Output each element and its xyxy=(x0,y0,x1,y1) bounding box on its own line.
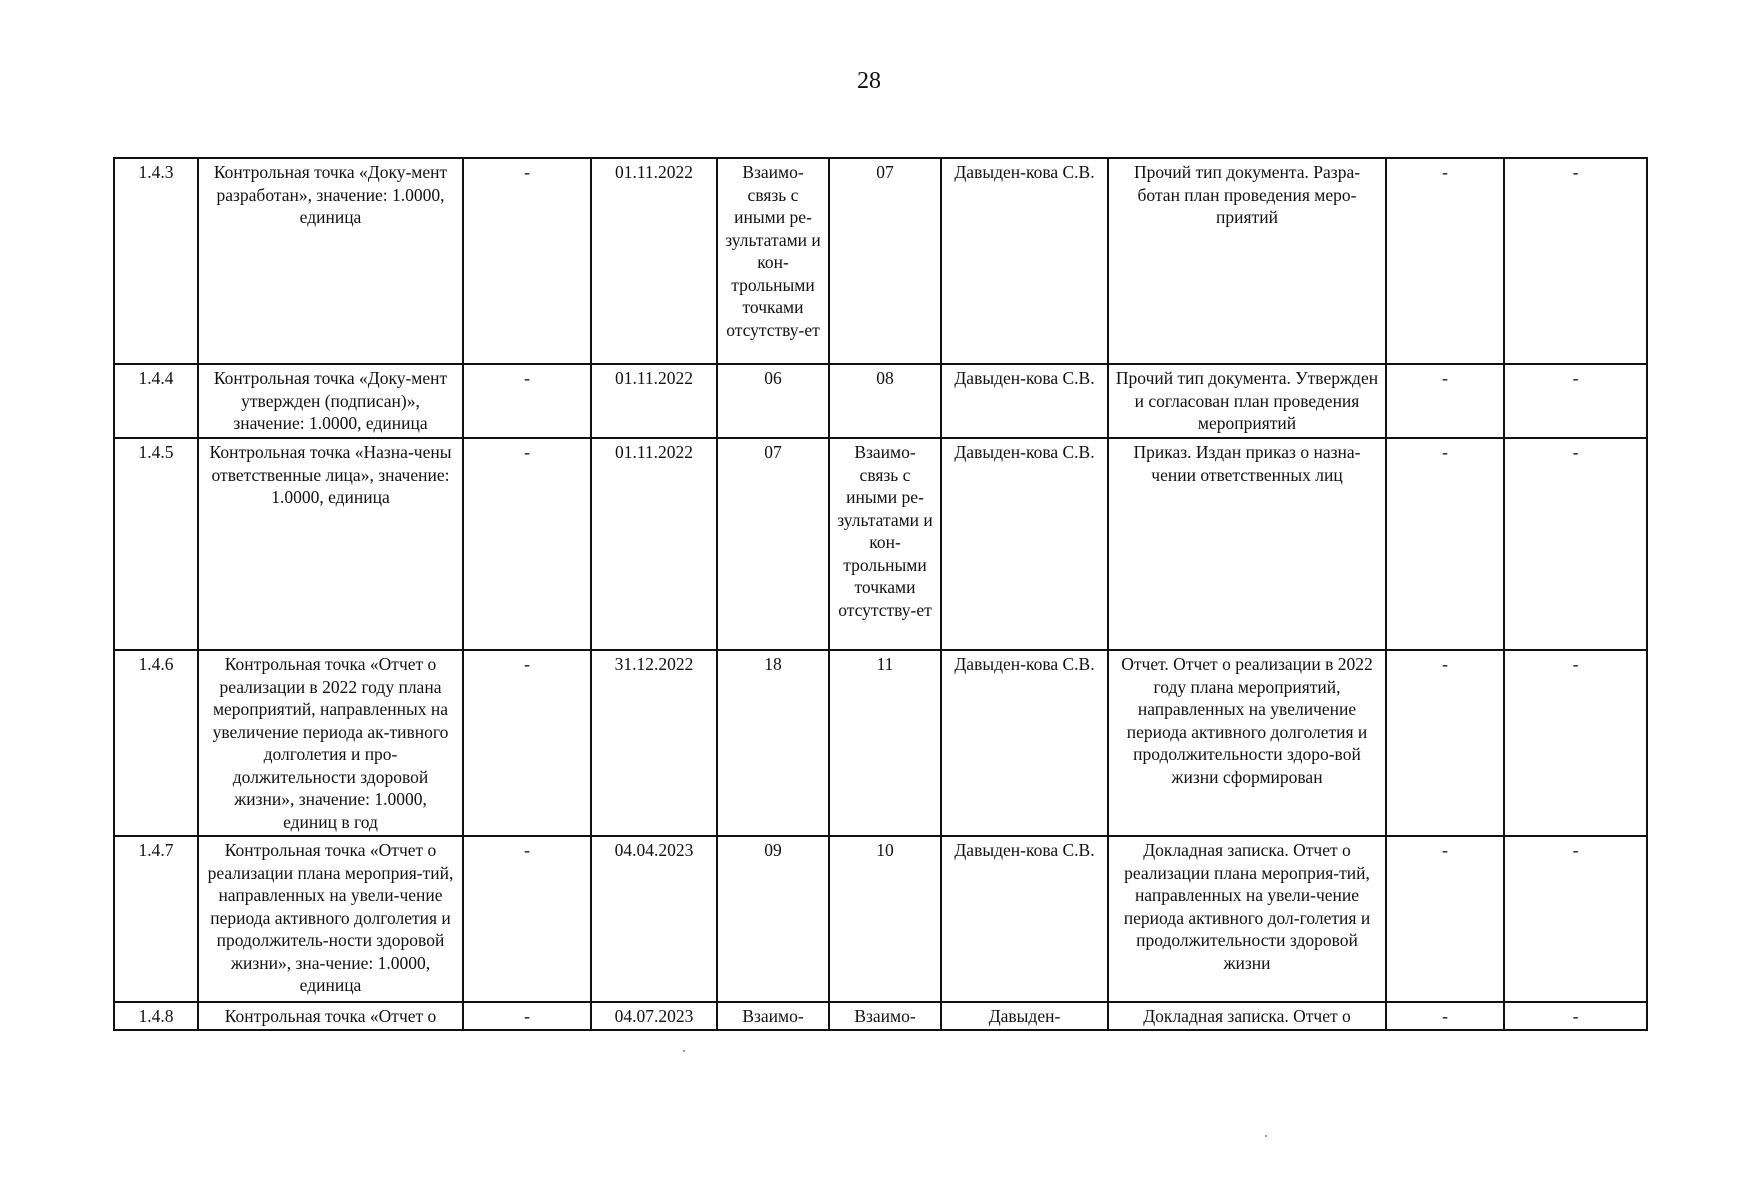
responsible-person: Давыден-кова С.В. xyxy=(941,158,1108,364)
column-9-value: - xyxy=(1386,1002,1504,1030)
column-9-value: - xyxy=(1386,650,1504,836)
responsible-person: Давыден-кова С.В. xyxy=(941,836,1108,1002)
responsible-person: Давыден- xyxy=(941,1002,1108,1030)
control-point-name: Контрольная точка «Доку-мент утвержден (подписан)», значение: 1.0000, единица xyxy=(198,364,463,438)
document-description: Прочий тип документа. Разра-ботан план проведения меро-приятий xyxy=(1108,158,1386,364)
column-9-value: - xyxy=(1386,158,1504,364)
table-row xyxy=(114,650,1647,836)
table-row xyxy=(114,1002,1647,1030)
row-number: 1.4.3 xyxy=(114,158,198,364)
deadline-date: 01.11.2022 xyxy=(591,158,717,364)
column-10-value: - xyxy=(1504,364,1647,438)
predecessor-value: Взаимо-связь с иными ре-зультатами и кон-трольными точками отсутству-ет xyxy=(717,158,829,364)
control-point-name: Контрольная точка «Доку-мент разработан», значение: 1.0000, единица xyxy=(198,158,463,364)
column-10-value: - xyxy=(1504,158,1647,364)
predecessor-value: 06 xyxy=(717,364,829,438)
column-10-value: - xyxy=(1504,836,1647,1002)
deadline-date: 01.11.2022 xyxy=(591,364,717,438)
column-10-value: - xyxy=(1504,438,1647,650)
document-description: Докладная записка. Отчет о xyxy=(1108,1002,1386,1030)
predecessor-value: 18 xyxy=(717,650,829,836)
document-description: Приказ. Издан приказ о назна-чении ответственных лиц xyxy=(1108,438,1386,650)
column-3-value: - xyxy=(463,650,591,836)
document-description: Докладная записка. Отчет о реализации плана мероприя-тий, направленных на увели-чение периода активного дол-голетия и продолжительности здоровой жизни xyxy=(1108,836,1386,1002)
row-number: 1.4.5 xyxy=(114,438,198,650)
document-description: Отчет. Отчет о реализации в 2022 году плана мероприятий, направленных на увеличение периода активного долголетия и продолжительности здоро-вой жизни сформирован xyxy=(1108,650,1386,836)
deadline-date: 04.04.2023 xyxy=(591,836,717,1002)
row-number: 1.4.4 xyxy=(114,364,198,438)
predecessor-value: 07 xyxy=(717,438,829,650)
responsible-person: Давыден-кова С.В. xyxy=(941,438,1108,650)
deadline-date: 31.12.2022 xyxy=(591,650,717,836)
responsible-person: Давыден-кова С.В. xyxy=(941,364,1108,438)
row-number: 1.4.7 xyxy=(114,836,198,1002)
successor-value: 07 xyxy=(829,158,941,364)
column-3-value: - xyxy=(463,364,591,438)
column-3-value: - xyxy=(463,158,591,364)
table-row xyxy=(114,836,1647,1002)
row-number: 1.4.8 xyxy=(114,1002,198,1030)
column-3-value: - xyxy=(463,836,591,1002)
successor-value: Взаимо- xyxy=(829,1002,941,1030)
deadline-date: 04.07.2023 xyxy=(591,1002,717,1030)
table-row xyxy=(114,364,1647,438)
predecessor-value: Взаимо- xyxy=(717,1002,829,1030)
column-9-value: - xyxy=(1386,438,1504,650)
page-number: 28 xyxy=(857,68,881,94)
deadline-date: 01.11.2022 xyxy=(591,438,717,650)
column-9-value: - xyxy=(1386,364,1504,438)
column-3-value: - xyxy=(463,438,591,650)
column-10-value: - xyxy=(1504,650,1647,836)
successor-value: 10 xyxy=(829,836,941,1002)
successor-value: 08 xyxy=(829,364,941,438)
predecessor-value: 09 xyxy=(717,836,829,1002)
row-number: 1.4.6 xyxy=(114,650,198,836)
column-3-value: - xyxy=(463,1002,591,1030)
control-point-name: Контрольная точка «Отчет о xyxy=(198,1002,463,1030)
document-description: Прочий тип документа. Утвержден и согласован план проведения мероприятий xyxy=(1108,364,1386,438)
column-9-value: - xyxy=(1386,836,1504,1002)
responsible-person: Давыден-кова С.В. xyxy=(941,650,1108,836)
table-row xyxy=(114,158,1647,364)
successor-value: 11 xyxy=(829,650,941,836)
control-point-name: Контрольная точка «Назна-чены ответственные лица», значение: 1.0000, единица xyxy=(198,438,463,650)
scan-speck xyxy=(1265,1135,1267,1137)
control-point-name: Контрольная точка «Отчет о реализации плана мероприя-тий, направленных на увели-чение периода активного долголетия и продолжитель-ности здоровой жизни», зна-чение: 1.0000, единица xyxy=(198,836,463,1002)
successor-value: Взаимо-связь с иными ре-зультатами и кон-трольными точками отсутству-ет xyxy=(829,438,941,650)
scan-speck xyxy=(683,1050,685,1052)
control-point-name: Контрольная точка «Отчет о реализации в 2022 году плана мероприятий, направленных на увеличение периода ак-тивного долголетия и про-должительности здоровой жизни», значение: 1.0000, единиц в год xyxy=(198,650,463,836)
table-row xyxy=(114,438,1647,650)
column-10-value: - xyxy=(1504,1002,1647,1030)
control-points-table xyxy=(113,157,1648,1031)
